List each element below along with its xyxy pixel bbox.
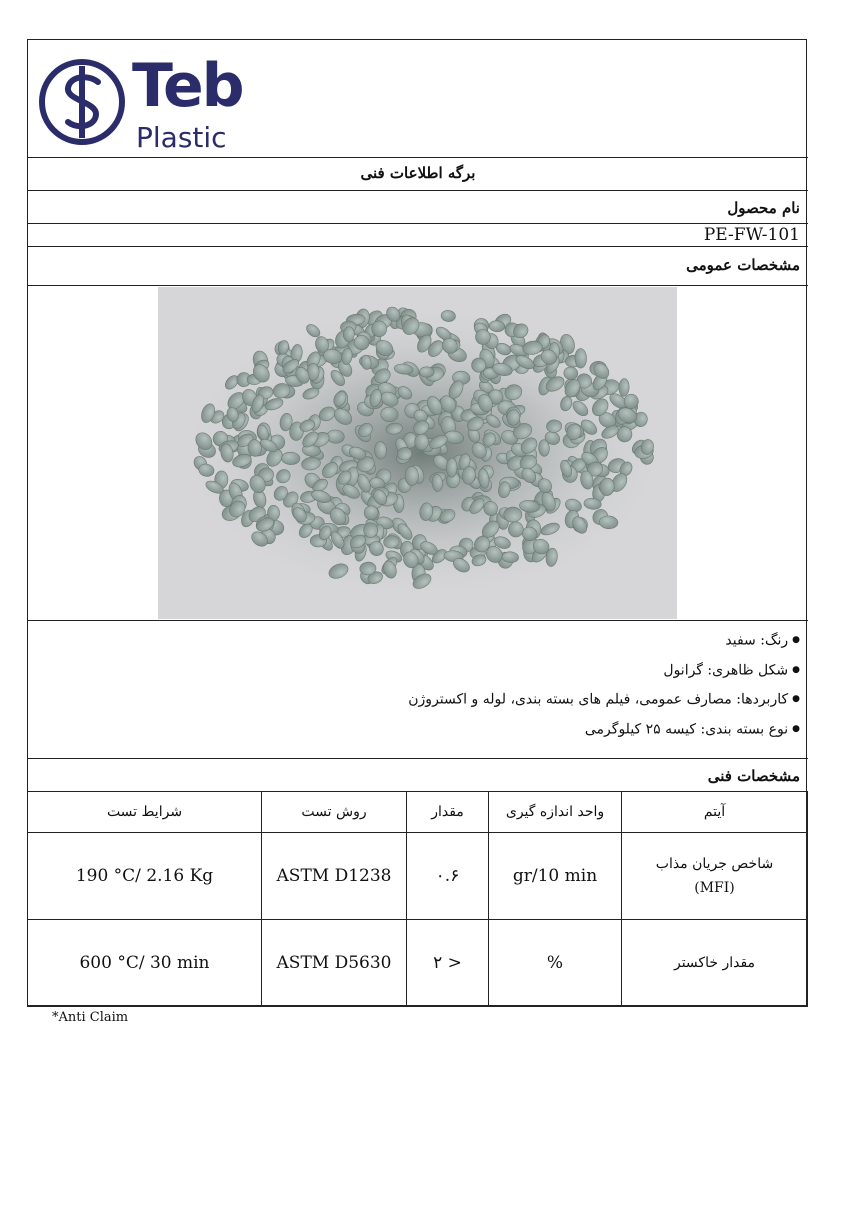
granule bbox=[575, 348, 587, 368]
cell-method: ASTM D5630 bbox=[262, 920, 407, 1007]
granule bbox=[446, 458, 457, 478]
granules-image bbox=[158, 287, 677, 619]
header-item: آیتم bbox=[622, 792, 808, 833]
header-unit: واحد اندازه گیری bbox=[489, 792, 622, 833]
granule bbox=[405, 466, 418, 485]
general-specs-heading: مشخصات عمومی bbox=[686, 256, 800, 274]
product-code: PE-FW-101 bbox=[703, 225, 800, 245]
item-name: شاخص جریان مذاب bbox=[655, 856, 774, 872]
technical-specs-table bbox=[27, 791, 808, 1007]
datasheet bbox=[27, 39, 807, 1006]
list-item: ● کاربردها: مصارف عمومی، فیلم های بسته بندی، لوله و اکستروژن bbox=[40, 685, 800, 715]
granule bbox=[281, 452, 300, 465]
divider bbox=[238, 157, 808, 158]
table-header-row bbox=[28, 792, 808, 833]
item-abbrev: (MFI) bbox=[694, 880, 735, 896]
teb-plastic-logo bbox=[36, 48, 256, 158]
product-name-label: نام محصول bbox=[727, 199, 800, 217]
granule bbox=[364, 523, 378, 538]
granule bbox=[419, 367, 434, 378]
divider bbox=[28, 246, 808, 247]
cell-unit: gr/10 min bbox=[489, 833, 622, 920]
cell-item bbox=[622, 920, 808, 1007]
logo-text-teb: Teb bbox=[132, 51, 243, 121]
product-photo bbox=[158, 287, 677, 619]
list-item: ● رنگ: سفید bbox=[40, 626, 800, 656]
table-row bbox=[28, 833, 808, 920]
table-row bbox=[28, 920, 808, 1007]
divider bbox=[28, 157, 238, 158]
cell-method: ASTM D1238 bbox=[262, 833, 407, 920]
technical-specs-heading: مشخصات فنی bbox=[707, 767, 800, 785]
cell-item bbox=[622, 833, 808, 920]
header-condition: شرایط تست bbox=[28, 792, 262, 833]
granule bbox=[374, 441, 387, 459]
cell-unit: % bbox=[489, 920, 622, 1007]
cell-value: < ۲ bbox=[407, 920, 489, 1007]
item-name: مقدار خاکستر bbox=[673, 955, 756, 971]
footnote: *Anti Claim bbox=[52, 1010, 129, 1025]
divider bbox=[28, 758, 808, 759]
divider bbox=[28, 223, 808, 224]
list-item: ● نوع بسته بندی: کیسه ۲۵ کیلوگرمی bbox=[40, 715, 800, 745]
cell-condition: 600 °C/ 30 min bbox=[28, 920, 262, 1007]
document-title: برگه اطلاعات فنی bbox=[360, 164, 476, 182]
cell-condition: 190 °C/ 2.16 Kg bbox=[28, 833, 262, 920]
header-method: روش تست bbox=[262, 792, 407, 833]
list-item: ● شکل ظاهری: گرانول bbox=[40, 656, 800, 686]
logo-mark-icon bbox=[36, 52, 132, 152]
divider bbox=[28, 620, 808, 621]
divider bbox=[28, 285, 808, 286]
cell-value: ۰.۶ bbox=[407, 833, 489, 920]
header-value: مقدار bbox=[407, 792, 489, 833]
general-specs-list bbox=[40, 626, 800, 744]
divider bbox=[28, 190, 808, 191]
logo-text-plastic: Plastic bbox=[136, 121, 227, 154]
